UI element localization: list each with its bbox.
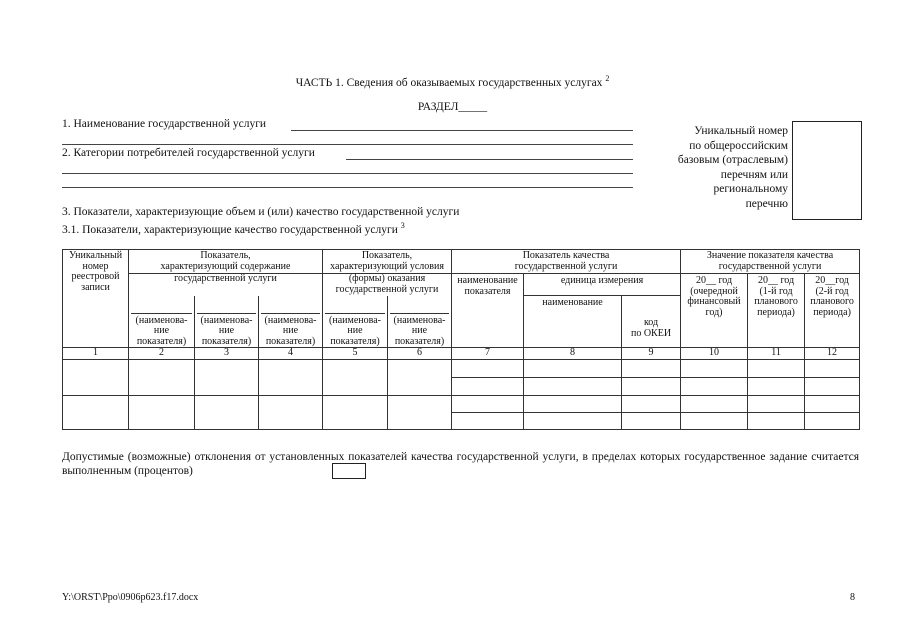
header-conditions-indicator: [323, 250, 452, 274]
header-year-2: [748, 274, 805, 348]
header-text: Показатель,: [200, 250, 251, 261]
header-unit: единица измерения: [524, 274, 681, 296]
table-cell[interactable]: [748, 378, 805, 396]
sub-text: ние: [282, 325, 299, 336]
table-cell[interactable]: [63, 396, 129, 430]
indicators-heading: 3. Показатели, характеризующие объем и (или) качество государственной услуги: [62, 206, 460, 218]
col-number: 11: [748, 348, 805, 360]
header-text: государственной услуги: [718, 260, 822, 272]
consumers-label: 2. Категории потребителей государственной услуги: [62, 147, 315, 159]
header-text: по ОКЕИ: [630, 327, 672, 339]
header-text: номер: [82, 260, 109, 272]
table-cell[interactable]: [622, 360, 681, 378]
header-text: Уникальный: [68, 250, 123, 261]
sub-indicator-name: [129, 296, 195, 348]
service-name-line-2: [62, 144, 633, 145]
quality-indicators-heading: [62, 219, 405, 237]
deviation-paragraph: [62, 450, 859, 478]
table-cell[interactable]: [622, 413, 681, 430]
sub-text: ние: [347, 325, 363, 336]
header-text: (1-й год: [759, 285, 793, 297]
table-cell[interactable]: [681, 396, 748, 413]
header-text: код: [643, 317, 659, 328]
col-number: 10: [681, 348, 748, 360]
consumers-line-1: [346, 159, 633, 160]
part-title-text: ЧАСТЬ 1. Сведения об оказываемых государственных услугах: [295, 76, 603, 89]
unique-number-line: перечню: [745, 197, 788, 210]
sub-text: ние: [411, 325, 428, 336]
table-cell[interactable]: [622, 378, 681, 396]
header-text: (формы) оказания: [348, 273, 426, 284]
table-cell[interactable]: [805, 396, 860, 413]
header-text: периода): [757, 306, 795, 318]
header-text: год): [705, 306, 723, 318]
header-conditions-subtitle: [323, 274, 452, 296]
header-content-indicator: [129, 250, 323, 274]
unique-number-box[interactable]: [792, 121, 862, 220]
header-text: записи: [81, 281, 110, 293]
header-text: государственной услуги: [514, 260, 618, 272]
header-text: реестровой: [71, 271, 120, 282]
header-indicator-name: [452, 274, 524, 348]
table-cell[interactable]: [388, 396, 452, 430]
sub-text: показателя): [136, 335, 187, 347]
table-cell[interactable]: [805, 413, 860, 430]
col-number: 2: [129, 348, 195, 360]
table-cell[interactable]: [748, 360, 805, 378]
col-number: 1: [63, 348, 129, 360]
service-name-line-1: [291, 130, 633, 131]
table-cell[interactable]: [805, 378, 860, 396]
quality-indicators-text: 3.1. Показатели, характеризующие качество государственной услуги: [62, 223, 398, 236]
table-cell[interactable]: [259, 396, 323, 430]
col-number: 9: [622, 348, 681, 360]
page-number: 8: [850, 592, 855, 603]
table-cell[interactable]: [524, 378, 622, 396]
col-number: 4: [259, 348, 323, 360]
header-content-subtitle: государственной услуги: [129, 274, 323, 296]
table-cell[interactable]: [524, 360, 622, 378]
header-text: планового: [754, 296, 798, 307]
table-cell[interactable]: [524, 396, 622, 413]
footer-file-path: Y:\ORST\Ppo\0906p623.f17.docx: [62, 592, 199, 603]
table-cell[interactable]: [622, 396, 681, 413]
sub-text: показателя): [201, 335, 252, 347]
header-text: периода): [813, 306, 851, 318]
part-title-footnote: 2: [605, 74, 610, 83]
sub-text: показателя): [330, 335, 380, 347]
sub-indicator-name: [195, 296, 259, 348]
unique-number-line: региональному: [713, 183, 788, 195]
table-cell[interactable]: [748, 413, 805, 430]
header-text: планового: [810, 296, 854, 307]
section-label: РАЗДЕЛ_____: [417, 101, 488, 113]
table-cell[interactable]: [805, 360, 860, 378]
header-text: характеризующий содержание: [160, 260, 291, 272]
header-text: Показатель качества: [522, 250, 610, 261]
part-title: [0, 72, 905, 90]
col-number: 8: [524, 348, 622, 360]
unique-number-line: по общероссийским: [689, 139, 788, 152]
col-number: 12: [805, 348, 860, 360]
table-cell[interactable]: [681, 413, 748, 430]
col-number: 3: [195, 348, 259, 360]
col-number: 5: [323, 348, 388, 360]
unique-number-label: [655, 124, 788, 211]
sub-indicator-name: [259, 296, 323, 348]
sub-indicator-name: [323, 296, 388, 348]
header-text: 20__год: [815, 275, 849, 286]
table-cell[interactable]: [195, 396, 259, 430]
header-year-1: [681, 274, 748, 348]
quality-table: [62, 249, 860, 430]
unique-number-line: перечням или: [720, 168, 788, 181]
consumers-line-3: [62, 187, 633, 188]
table-cell[interactable]: [129, 396, 195, 430]
sub-text: (наименова-: [329, 314, 381, 326]
service-name-label: 1. Наименование государственной услуги: [62, 118, 267, 130]
header-text: (очередной: [690, 285, 738, 297]
header-text: Показатель,: [361, 250, 413, 261]
col-number: 7: [452, 348, 524, 360]
table-cell[interactable]: [681, 378, 748, 396]
consumers-line-2: [62, 173, 633, 174]
sub-text: показателя): [265, 335, 316, 347]
table-cell[interactable]: [129, 360, 195, 396]
sub-text: (наименова-: [135, 314, 188, 326]
table-cell[interactable]: [452, 396, 524, 413]
header-text: характеризующий условия: [330, 260, 444, 272]
header-unique-number: [63, 250, 129, 348]
sub-text: ние: [153, 325, 170, 336]
header-text: государственной услуги: [335, 283, 439, 295]
table-cell[interactable]: [452, 360, 524, 378]
table-cell[interactable]: [452, 413, 524, 430]
sub-text: (наименова-: [264, 314, 317, 326]
header-okei-code: [622, 296, 681, 348]
table-cell[interactable]: [452, 378, 524, 396]
table-cell[interactable]: [323, 396, 388, 430]
unique-number-line: базовым (отраслевым): [677, 154, 788, 166]
header-text: 20__ год: [757, 275, 795, 286]
header-unit-name: наименование: [524, 296, 622, 348]
deviation-text: Допустимые (возможные) отклонения от установленных показателей качества государственной услуги, в пределах которых государственное задание считается выполненным (процентов): [62, 451, 859, 477]
table-cell[interactable]: [323, 360, 388, 396]
unique-number-line: Уникальный номер: [694, 125, 788, 137]
sub-text: (наименова-: [393, 314, 446, 326]
header-year-3: [805, 274, 860, 348]
header-text: наименование: [457, 275, 518, 286]
table-cell[interactable]: [388, 360, 452, 396]
header-text: Значение показателя качества: [706, 250, 834, 261]
sub-text: (наименова-: [200, 314, 253, 326]
header-text: (2-й год: [815, 285, 849, 297]
table-cell[interactable]: [748, 396, 805, 413]
table-cell[interactable]: [524, 413, 622, 430]
table-cell[interactable]: [259, 360, 323, 396]
col-number: 6: [388, 348, 452, 360]
header-text: показателя: [464, 285, 511, 297]
header-text: финансовый: [687, 296, 741, 307]
header-quality-indicator: [452, 250, 681, 274]
header-quality-value: [681, 250, 860, 274]
sub-text: ние: [218, 325, 235, 336]
deviation-percent-box[interactable]: [332, 463, 366, 479]
table-cell[interactable]: [63, 360, 129, 396]
sub-indicator-name: [388, 296, 452, 348]
table-cell[interactable]: [195, 360, 259, 396]
sub-text: показателя): [394, 335, 445, 347]
quality-indicators-footnote: 3: [400, 221, 405, 230]
table-cell[interactable]: [681, 360, 748, 378]
header-text: 20__ год: [695, 275, 733, 286]
